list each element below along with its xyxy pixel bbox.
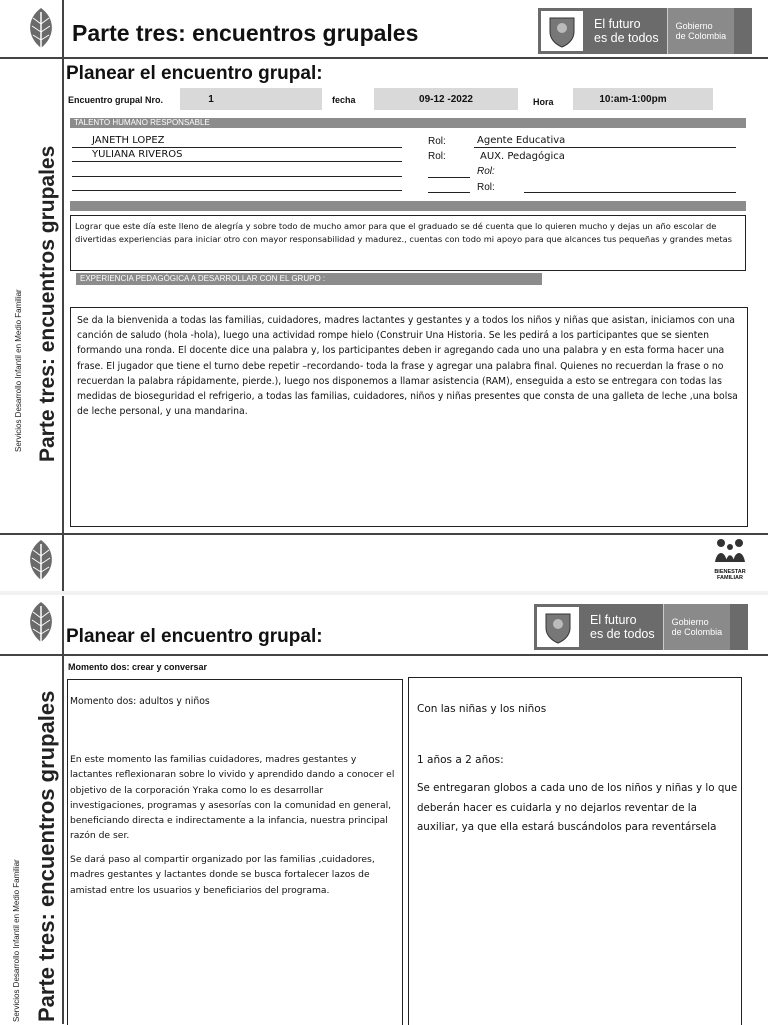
name-line xyxy=(72,176,402,177)
objetivo-text: Lograr que este día este lleno de alegría y sobre todo de mucho amor para que el graduado se dé cuenta que lo quieren mucho y dejas un año escolar de divertidas experiencias para iniciar otro con mayor responsabilidad y madurez., cuentas con todo mi apoyo para que alcances tus pequeñas y grandes metas xyxy=(75,221,732,244)
page1-header-rule xyxy=(0,57,768,59)
rol-label: Rol: xyxy=(477,182,495,193)
colombia-shield-icon xyxy=(541,11,583,51)
rol-label: Rol: xyxy=(428,136,446,147)
bienestar-logo xyxy=(708,538,752,581)
page1-side-small: Servicios Desarrollo Infantil en Medio Familiar xyxy=(14,289,23,452)
leaf-icon xyxy=(22,600,60,646)
family-icon xyxy=(713,538,747,564)
hora-value: 10:am-1:00pm xyxy=(599,93,667,105)
person-name: JANETH LOPEZ xyxy=(92,135,165,146)
hora-field[interactable] xyxy=(573,88,713,110)
momento-label: Momento dos: crear y conversar xyxy=(68,662,208,672)
ninos-age: 1 años a 2 años: xyxy=(417,754,504,766)
gov-logo-gov2: de Colombia xyxy=(675,31,727,41)
leaf-icon xyxy=(22,6,60,52)
rol-short-line xyxy=(428,177,470,178)
rol-value: Agente Educativa xyxy=(477,135,566,146)
ninos-text: Se entregaran globos a cada uno de los niños y niñas y lo que deberán hacer es cuidarla y no dejarlos reventar de la auxiliar, ya que ella estará buscándolos para reventársela xyxy=(417,782,738,833)
name-line xyxy=(72,190,402,191)
rol-line xyxy=(474,147,736,148)
bienestar-line1: BIENESTAR xyxy=(714,569,746,575)
page1-section-title: Planear el encuentro grupal: xyxy=(66,63,323,84)
fecha-value: 09-12 -2022 xyxy=(419,93,473,105)
adultos-paragraph-1: En este momento las familias cuidadores, madres gestantes y lactantes reflexionaran sobre lo vivido y aprendido dando a conocer el objetivo de la corporación Yraka como lo es desarrollar investigaciones, programas y asesorías con la comunidad en general, beneficiando directa e indirectamente a la infancia, nuestra principal razón de ser. xyxy=(70,754,395,842)
hora-label: Hora xyxy=(533,97,554,107)
experiencia-text: Se da la bienvenida a todas las familias, cuidadores, madres lactantes y gestantes y a todos los niños y niñas que asistan, iniciamos con una canción de saludo (hola -hola), luego una actividad rompe hielo (Construir Una Historia. Se les pedirá a los participantes que se sienten formando una ronda. El docente dice una palabra y, los participantes deben ir agregando cada uno una palabra y en esta forma hacer una frase. El jugador que tiene el turno debe repetir –recordando- toda la frase y agregar una palabra final. Quienes no recuerdan la frase o no recuerdan la palabra rápidamente, pierde.), luego nos disponemos a llamar asistencia (RAM), enseguida a esto se entregara con todas las medidas de bioseguridad el refrigerio, a todas las familias, cuidadores, niños y niñas presentes que consta de una galleta de leche ,una bolsa de leche personal, y una mandarina. xyxy=(77,315,738,418)
page1-side-title: Parte tres: encuentros grupales xyxy=(36,145,59,462)
fecha-label: fecha xyxy=(332,95,356,105)
gov-logo-line2: es de todos xyxy=(590,627,655,641)
page-gap xyxy=(0,591,768,595)
rol-label: Rol: xyxy=(428,151,446,162)
page1-footer-gutter xyxy=(62,535,64,591)
page2-gutter-line xyxy=(62,596,64,1024)
page1-gutter-line xyxy=(62,0,64,535)
gov-logo-gov1: Gobierno xyxy=(675,21,713,31)
rol-value: AUX. Pedagógica xyxy=(480,151,565,162)
adultos-box xyxy=(67,679,403,1025)
page1-footer-rule xyxy=(0,533,768,535)
objetivo-box xyxy=(70,215,746,271)
gov-logo xyxy=(538,8,752,54)
adultos-paragraph-2: Se dará paso al compartir organizado por las familias ,cuidadores, madres gestantes y lactantes donde se busca fortalecer lazos de amistad entre los usuarios y beneficiarios del programa. xyxy=(70,854,375,896)
talento-bar: TALENTO HUMANO RESPONSABLE xyxy=(70,118,746,128)
encuentro-label: Encuentro grupal Nro. xyxy=(68,95,164,105)
name-line xyxy=(72,161,402,162)
ninos-box xyxy=(408,677,742,1025)
gov-logo-gov1: Gobierno xyxy=(671,617,709,627)
rol-short-line xyxy=(428,192,470,193)
page2-side-title: Parte tres: encuentros grupales xyxy=(34,690,59,1022)
experiencia-bar: EXPERIENCIA PEDAGÓGICA A DESARROLLAR CON EL GRUPO : xyxy=(76,273,542,285)
bienestar-line2: FAMILIAR xyxy=(717,575,743,581)
gov-logo-line1: El futuro xyxy=(590,613,637,627)
gov-logo-line1: El futuro xyxy=(594,17,641,31)
objetivo-bar xyxy=(70,201,746,211)
page2-side-small: Servicios Desarrollo Infantil en Medio Familiar xyxy=(12,859,21,1022)
page2-header-rule xyxy=(0,654,768,656)
adultos-title: Momento dos: adultos y niños xyxy=(70,696,210,707)
encuentro-value: 1 xyxy=(208,93,214,105)
person-name: YULIANA RIVEROS xyxy=(92,149,183,160)
colombia-shield-icon xyxy=(537,607,579,647)
leaf-icon xyxy=(22,538,60,584)
experiencia-box xyxy=(70,307,748,527)
rol-label: Rol: xyxy=(477,166,495,177)
gov-logo-line2: es de todos xyxy=(594,31,659,45)
rol-line xyxy=(524,192,736,193)
gov-logo-gov2: de Colombia xyxy=(671,627,723,637)
page2-section-title: Planear el encuentro grupal: xyxy=(66,626,323,647)
fecha-field[interactable] xyxy=(374,88,518,110)
gov-logo xyxy=(534,604,748,650)
encuentro-field[interactable] xyxy=(180,88,322,110)
page1-header-title: Parte tres: encuentros grupales xyxy=(72,20,419,46)
ninos-title: Con las niñas y los niños xyxy=(417,703,547,715)
name-line xyxy=(72,147,402,148)
